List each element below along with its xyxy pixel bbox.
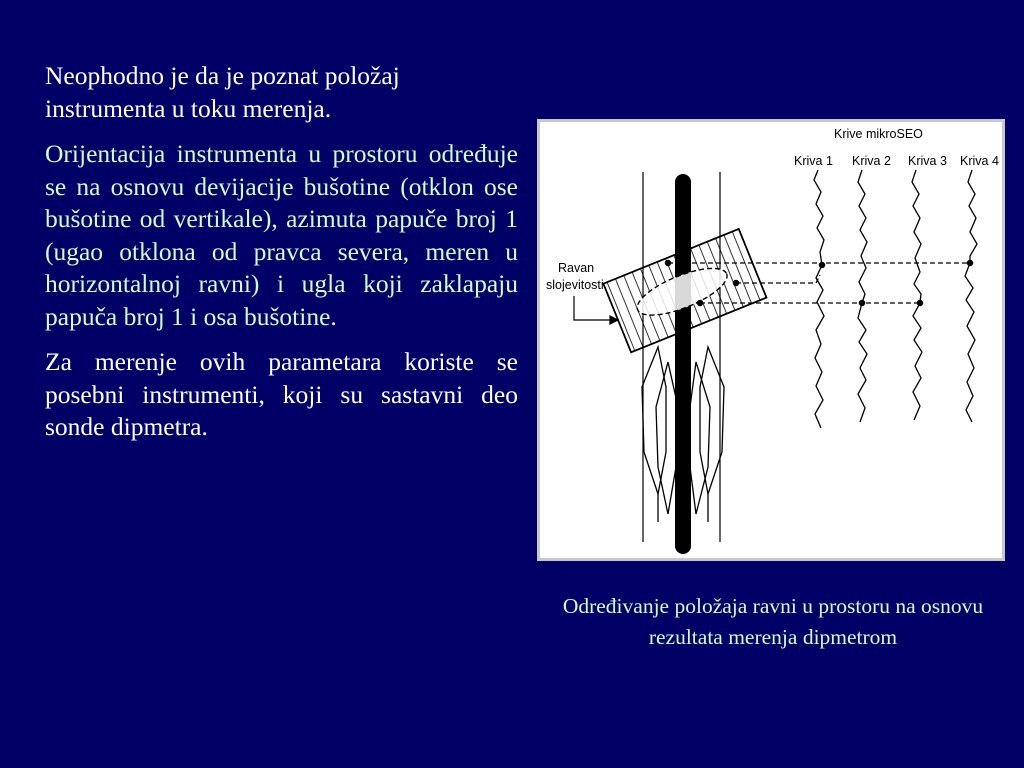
paragraph-instruments: Za merenje ovih parametara koriste se posebni instrumenti, koji su sastavni deo sonde dipmetra. bbox=[45, 347, 518, 441]
log-curves bbox=[814, 170, 977, 428]
text-column bbox=[45, 60, 518, 457]
paragraph-orientation: Orijentacija instrumenta u prostoru određuje se na osnovu devijacije bušotine (otklon ose bušotine od vertikale), azimuta papuče broj 1 (ugao otklona od pravca severa, meren u horizontalnoj ravni) i ugla koji zaklapaju papuča broj 1 i osa bušotine. bbox=[45, 139, 518, 331]
curve-label-3: Kriva 3 bbox=[908, 154, 947, 168]
curve-label-1: Kriva 1 bbox=[794, 154, 833, 168]
plane-label-line1: Ravan bbox=[558, 261, 595, 275]
figure-title: Krive mikroSEO bbox=[834, 127, 923, 141]
paragraph-intro: Neophodno je da je poznat položaj instrumenta u toku merenja. bbox=[45, 61, 400, 123]
figure-caption: Određivanje položaja ravni u prostoru na osnovu rezultata merenja dipmetrom bbox=[562, 594, 984, 649]
plane-label-line2: slojevitosti bbox=[546, 278, 604, 292]
sonde-body bbox=[675, 174, 691, 554]
curve-label-2: Kriva 2 bbox=[852, 154, 891, 168]
dipmeter-diagram bbox=[540, 122, 1002, 558]
curve-label-4: Kriva 4 bbox=[960, 154, 999, 168]
dipmeter-figure bbox=[537, 119, 1005, 561]
